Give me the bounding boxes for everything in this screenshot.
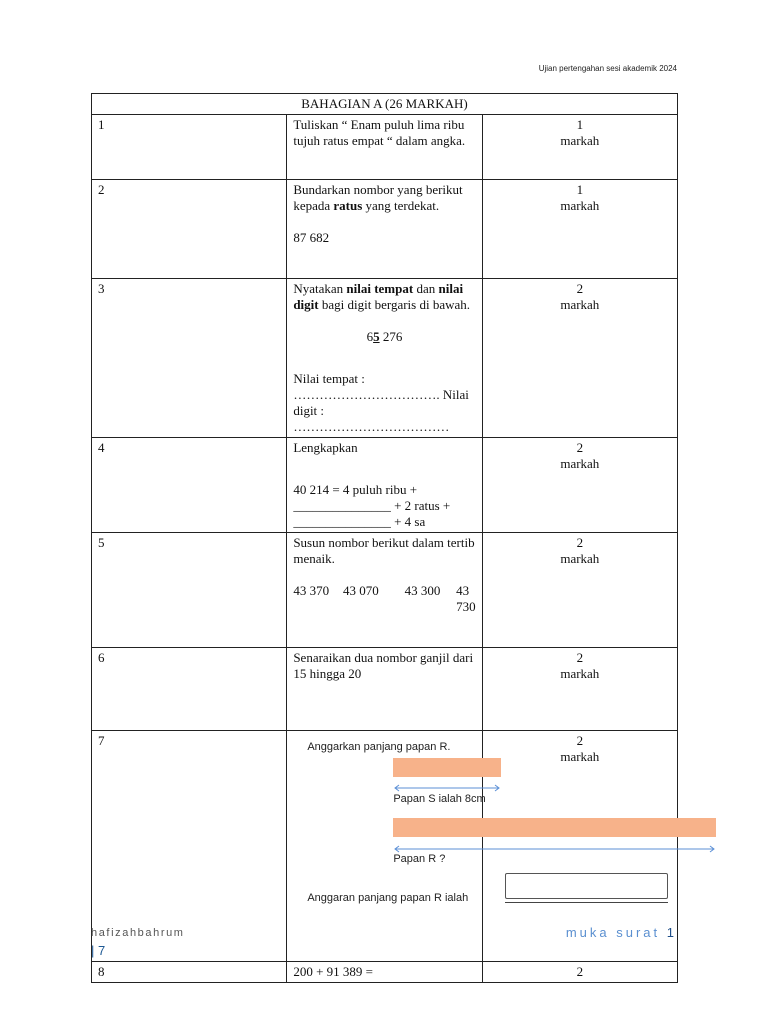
prompt-part: Bundarkan nombor yang berikut kepada [293, 182, 463, 213]
marks-cell [482, 438, 677, 533]
number-item: 43 730 [456, 583, 476, 614]
marks-number: 2 [576, 535, 584, 550]
marks-cell [482, 962, 677, 983]
marks-number: 2 [576, 964, 584, 979]
question-row-2 [92, 180, 678, 279]
marks-label: markah [560, 133, 600, 148]
answer-line[interactable]: Nilai tempat : ……………………………. Nilai digit : ……………………………… [293, 371, 469, 434]
question-number: 8 [92, 962, 287, 983]
papan-s-bar [393, 758, 501, 777]
question-prompt: Tuliskan “ Enam puluh lima ribu tujuh ratus empat “ dalam angka. [293, 117, 466, 148]
question-number: 2 [92, 180, 287, 279]
answer-underline [505, 902, 668, 903]
section-title-row [92, 94, 678, 115]
question-number: 6 [92, 648, 287, 731]
prompt-bold: nilai digit [293, 281, 464, 312]
exam-table [91, 93, 678, 983]
prompt-part: dan [413, 281, 439, 296]
papan-r-bar [393, 818, 716, 837]
prompt-bold: nilai tempat [346, 281, 414, 296]
question-row-6 [92, 648, 678, 731]
number-item: 43 070 [342, 583, 379, 598]
number-list [293, 583, 475, 615]
question-prompt [293, 281, 475, 313]
marks-cell [482, 180, 677, 279]
section-title: BAHAGIAN A (26 MARKAH) [92, 94, 678, 115]
marks-number: 2 [576, 650, 584, 665]
question-row-1 [92, 115, 678, 180]
papan-s-label: Papan S ialah 8cm [393, 793, 486, 805]
marks-label: markah [560, 198, 600, 213]
marks-number: 2 [576, 440, 584, 455]
question-number: 7 [92, 731, 287, 962]
question-number: 4 [92, 438, 287, 533]
marks-cell [482, 648, 677, 731]
question-prompt: Senaraikan dua nombor ganjil dari 15 hingga 20 [293, 650, 474, 681]
prompt-part: Nyatakan [293, 281, 347, 296]
number-item: 43 370 [293, 583, 330, 598]
marks-label: markah [560, 297, 600, 312]
marks-label: markah [560, 749, 600, 764]
prompt-part: yang terdekat. [362, 198, 440, 213]
question-number: 5 [92, 533, 287, 648]
footer-page-number: 1 [666, 925, 677, 940]
marks-number: 2 [576, 733, 584, 748]
question-row-4 [92, 438, 678, 533]
question-prompt: Susun nombor berikut dalam tertib menaik. [293, 535, 475, 566]
question-number-value: 87 682 [293, 230, 330, 245]
question-number: 1 [92, 115, 287, 180]
header-note: Ujian pertengahan sesi akademik 2024 [538, 64, 677, 73]
question-row-5 [92, 533, 678, 648]
marks-number: 1 [576, 117, 584, 132]
marks-label: markah [560, 551, 600, 566]
question-text [287, 115, 482, 180]
marks-cell [482, 279, 677, 438]
papan-figure [293, 733, 693, 933]
question-row-8 [92, 962, 678, 983]
footer-page-label: muka surat [565, 925, 661, 940]
question-text [287, 962, 482, 983]
question-text [287, 438, 482, 533]
question-text [287, 279, 482, 438]
question-number: 3 [92, 279, 287, 438]
marks-cell [482, 115, 677, 180]
marks-label: markah [560, 456, 600, 471]
marks-number: 2 [576, 281, 584, 296]
marks-number: 1 [576, 182, 584, 197]
answer-box[interactable] [505, 873, 668, 899]
papan-r-label: Papan R ? [393, 853, 446, 865]
prompt-bold: ratus [333, 198, 363, 213]
question-text [287, 648, 482, 731]
question-text [287, 533, 482, 648]
question-text [287, 180, 482, 279]
equation-line[interactable]: 40 214 = 4 puluh ribu + _______________ + 2 ratus + _______________ + 4 sa [293, 482, 451, 529]
question-text [287, 731, 486, 962]
figure-title: Anggarkan panjang papan R. [307, 741, 451, 753]
marks-cell [482, 533, 677, 648]
number-item: 43 300 [404, 583, 441, 598]
marks-label: markah [560, 666, 600, 681]
answer-prompt: Anggaran panjang papan R ialah [307, 892, 469, 904]
underlined-digit: 5 [373, 329, 380, 344]
footer-page [566, 925, 677, 940]
footer-author: hafizahbahrum [91, 927, 185, 939]
question-row-3 [92, 279, 678, 438]
number-part: 276 [379, 329, 403, 344]
question-prompt: 200 + 91 389 = [293, 964, 373, 979]
question-number-value [293, 329, 475, 345]
question-prompt: Lengkapkan [293, 440, 358, 455]
footer-page-fraction: | 7 [91, 943, 106, 958]
question-prompt [293, 182, 475, 214]
prompt-part: bagi digit bergaris di bawah. [318, 297, 471, 312]
number-part: 6 [366, 329, 374, 344]
